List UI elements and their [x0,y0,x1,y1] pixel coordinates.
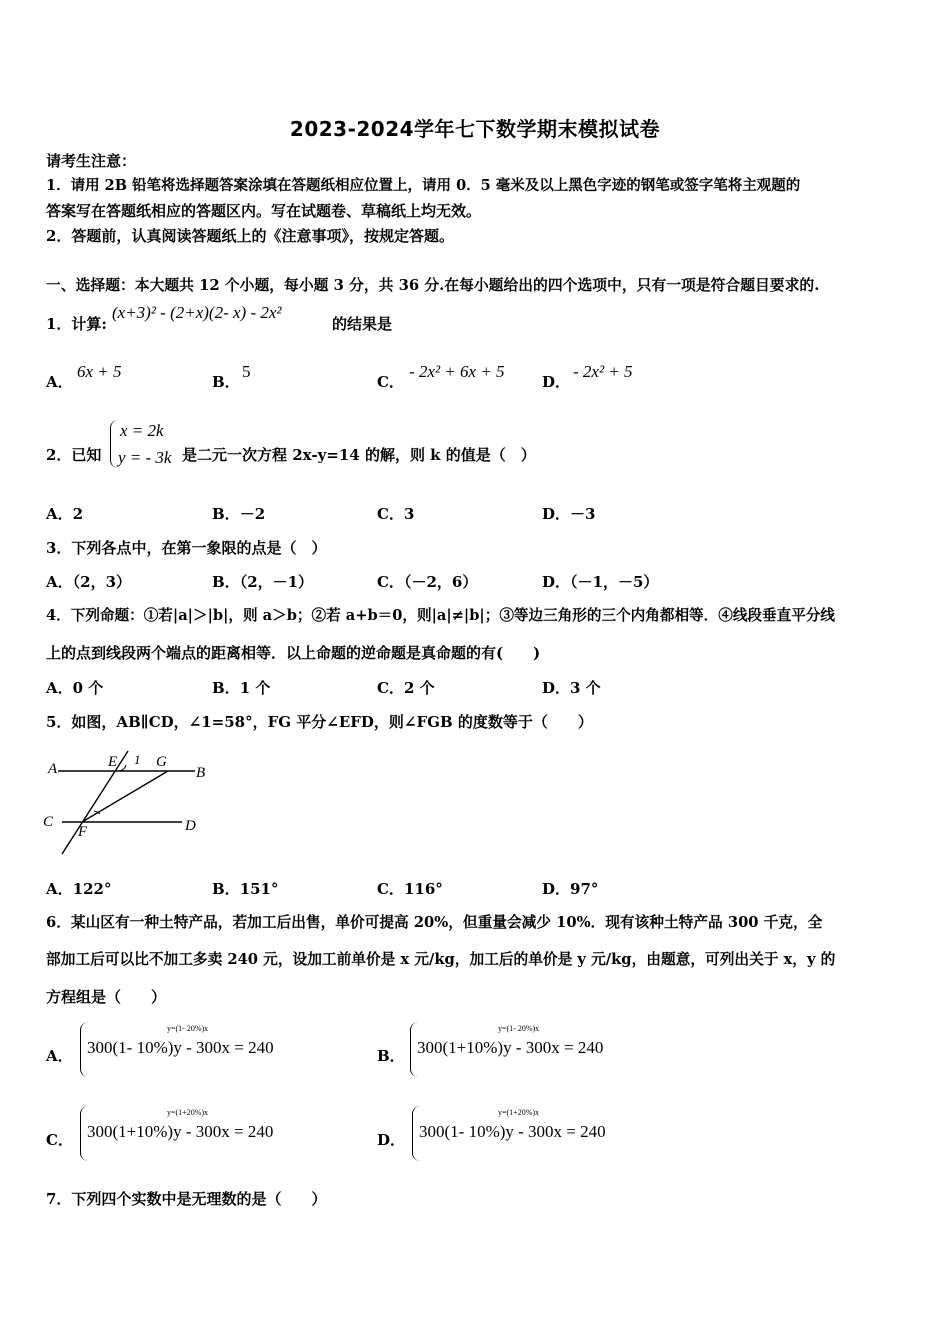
q7-stem: 7．下列四个实数中是无理数的是（ ） [46,1190,327,1208]
q5-option-a[interactable] [46,879,111,899]
label-b: B [196,765,206,781]
q2-suffix: 是二元一次方程 2x-y=14 的解，则 k 的值是（ ） [182,446,536,464]
q6-option-c-letter[interactable]: C． [46,1131,73,1149]
q5-option-c-text: 116° [403,880,443,898]
label-g: G [156,754,167,770]
q3-option-c-text: （－2，6） [403,573,478,591]
q5-option-d[interactable] [542,879,598,899]
q6-option-b-letter[interactable]: B． [377,1047,405,1065]
q4-option-d-letter: D． [542,679,571,697]
q3-option-b[interactable] [212,572,313,592]
q1-option-b-letter[interactable]: B． [212,373,240,391]
label-c: C [43,814,54,830]
q3-option-c-letter: C． [377,573,404,591]
label-a: A [48,761,58,777]
q5-option-c[interactable] [377,879,443,899]
q5-option-a-letter: A． [46,880,73,898]
q2-option-c[interactable] [377,504,414,524]
q3-option-b-letter: B． [212,573,240,591]
q6-option-d-top: y=(1+20%)x [498,1108,540,1117]
q6-option-d-letter[interactable]: D． [377,1131,406,1149]
q1-suffix: 的结果是 [332,315,393,333]
q3-option-a-letter: A． [46,573,73,591]
q4-option-b-letter: B． [212,679,240,697]
q5-option-b[interactable] [212,879,279,899]
q2-option-d-letter: D． [542,505,571,523]
q4-option-a-letter: A． [46,679,73,697]
q3-option-a-text: （2，3） [72,573,132,591]
q1-prefix: 1．计算: [46,315,107,333]
notice-item2: 2．答题前，认真阅读答题纸上的《注意事项》，按规定答题。 [46,227,454,245]
q2-option-b-letter: B． [212,505,240,523]
q2-option-a-text: 2 [72,505,84,523]
q4-option-c-text: 2 个 [403,679,435,697]
q3-option-d-text: （－1，－5） [570,573,659,591]
q5-geometry-figure [40,745,220,860]
q6-line2: 部加工后可以比不加工多卖 240 元，设加工前单价是 x 元/kg，加工后的单价是 y 元/kg，由题意，可列出关于 x，y 的 [46,951,836,968]
q3-option-b-text: （2，－1） [239,573,314,591]
q1-option-d-text: - 2x² + 5 [573,362,633,381]
q1-option-c-letter[interactable]: C． [377,373,404,391]
q6-line1: 6．某山区有一种土特产品，若加工后出售，单价可提高 20%，但重量会减少 10%．现有该种土特产品 300 千克，全 [46,914,823,931]
q1-option-b-text: 5 [242,362,251,381]
section-heading: 一、选择题：本大题共 12 个小题，每小题 3 分，共 36 分.在每小题给出的四个选项中，只有一项是符合题目要求的. [46,277,820,294]
q4-option-a[interactable] [46,678,103,698]
q1-option-a-text: 6x + 5 [77,362,122,381]
q4-line2: 上的点到线段两个端点的距离相等．以上命题的逆命题是真命题的有( ) [46,644,541,662]
notice-item1-line1: 1．请用 2B 铅笔将选择题答案涂填在答题纸相应位置上，请用 0．5 毫米及以上黑色字迹的钢笔或签字笔将主观题的 [46,177,801,194]
line-fg [82,771,168,822]
q5-option-b-letter: B． [212,880,240,898]
q2-option-a-letter: A． [46,505,73,523]
q6-option-c-bottom: 300(1+10%)y - 300x = 240 [87,1122,274,1141]
page-title: 2023-2024学年七下数学期末模拟试卷 [289,117,661,141]
line-ef [62,751,128,854]
q6-line3: 方程组是（ ） [46,988,167,1006]
q2-option-b-text: －2 [239,505,266,523]
q2-option-c-letter: C． [377,505,404,523]
q6-option-c-top: y=(1+20%)x [167,1108,209,1117]
q3-option-d-letter: D． [542,573,571,591]
q1-option-d-letter[interactable]: D． [542,373,571,391]
q2-eq1: x = 2k [120,421,164,440]
q4-option-c-letter: C． [377,679,404,697]
q5-option-d-text: 97° [570,880,599,898]
q3-option-a[interactable] [46,572,131,592]
q6-option-a-letter[interactable]: A． [46,1047,73,1065]
q6-option-a-top: y=(1- 20%)x [167,1024,209,1033]
q4-option-a-text: 0 个 [72,679,104,697]
q3-option-d[interactable] [542,572,658,592]
q2-option-d-text: －3 [570,505,596,523]
q2-option-c-text: 3 [403,505,415,523]
q4-option-d[interactable] [542,678,601,698]
q2-option-a[interactable] [46,504,83,524]
q4-option-c[interactable] [377,678,435,698]
q4-option-b-text: 1 个 [239,679,271,697]
label-f: F [78,824,88,840]
q6-option-b-top: y=(1- 20%)x [498,1024,540,1033]
q5-option-b-text: 151° [239,880,279,898]
q2-prefix: 2．已知 [46,446,102,464]
q4-option-d-text: 3 个 [570,679,601,697]
label-angle-1: 1 [134,752,141,767]
q5-stem: 5．如图，AB∥CD，∠1=58°，FG 平分∠EFD，则∠FGB 的度数等于（ ） [46,713,593,731]
q5-option-a-text: 122° [72,880,112,898]
q3-stem: 3．下列各点中，在第一象限的点是（ ） [46,539,327,557]
label-d: D [185,818,196,834]
notice-item1-line2: 答案写在答题纸相应的答题区内。写在试题卷、草稿纸上均无效。 [46,202,482,220]
label-e: E [108,754,118,770]
q5-option-c-letter: C． [377,880,404,898]
q6-option-b-bottom: 300(1+10%)y - 300x = 240 [417,1038,604,1057]
q1-option-c-text: - 2x² + 6x + 5 [409,362,505,381]
q3-option-c[interactable] [377,572,477,592]
q2-option-d[interactable] [542,504,595,524]
q6-option-a-bottom: 300(1- 10%)y - 300x = 240 [87,1038,274,1057]
q1-expression: (x+3)² - (2+x)(2- x) - 2x² [112,303,282,322]
q5-option-d-letter: D． [542,880,571,898]
q6-option-d-bottom: 300(1- 10%)y - 300x = 240 [419,1122,606,1141]
notice-heading: 请考生注意： [46,152,137,170]
q4-option-b[interactable] [212,678,270,698]
q2-option-b[interactable] [212,504,265,524]
q4-line1: 4．下列命题：①若|a|＞|b|，则 a＞b；②若 a+b＝0，则|a|≠|b|；③等边三角形的三个内角都相等．④线段垂直平分线 [46,607,835,624]
q1-option-a-letter[interactable]: A． [46,373,73,391]
q2-eq2: y = - 3k [118,448,172,467]
